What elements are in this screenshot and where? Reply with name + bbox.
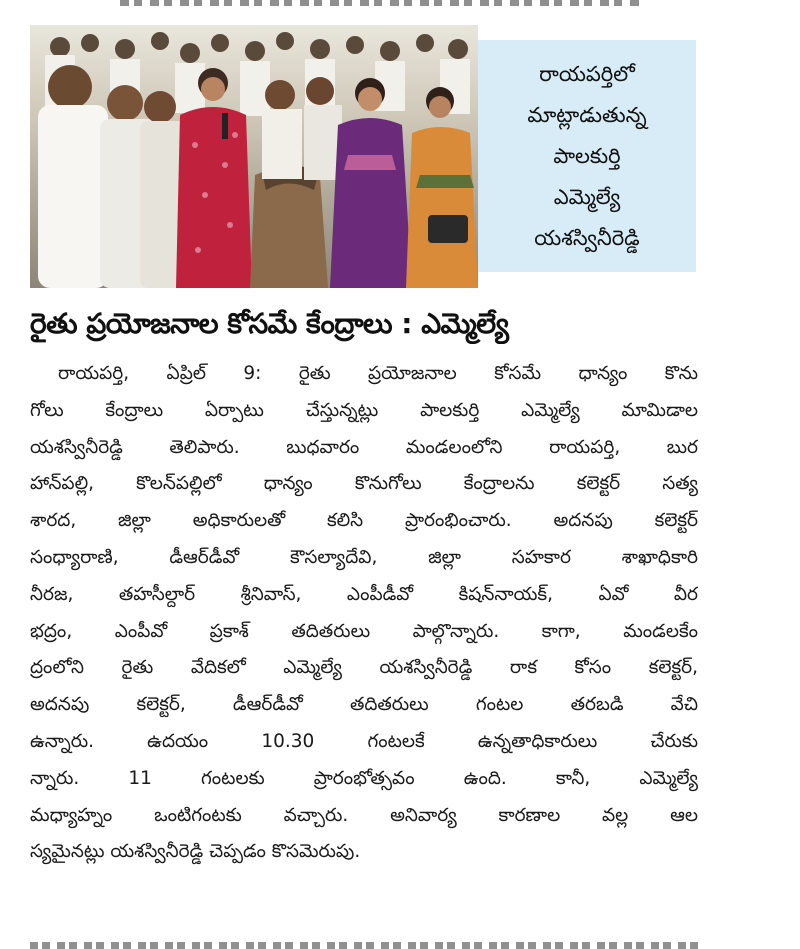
article-line: రాయపర్తి, ఏప్రిల్ 9: రైతు ప్రయోజనాల కోసమే ధాన్యం కొను xyxy=(58,363,698,384)
article-line: యశస్వినీరెడ్డి తెలిపారు. బుధవారం మండలంలోని రాయపర్తి, బుర xyxy=(30,436,698,458)
article-line: గోలు కేంద్రాలు ఏర్పాటు చేస్తున్నట్లు పాలకుర్తి ఎమ్మెల్యే మామిడాల xyxy=(30,399,698,421)
caption-line: ఎమ్మెల్యే xyxy=(553,185,621,209)
article-line: శారద, జిల్లా అధికారులతో కలిసి ప్రారంభించారు. అదనపు కలెక్టర్ xyxy=(30,510,698,532)
article-line: హాన్‌పల్లి, కొలన్‌పల్లిలో ధాన్యం కొనుగోలు కేంద్రాలను కలెక్టర్ సత్య xyxy=(30,473,698,495)
article-line: ఉన్నారు. ఉదయం 10.30 గంటలకే ఉన్నతాధికారులు చేరుకు xyxy=(30,730,698,752)
news-photo xyxy=(30,25,478,288)
cropped-text-below xyxy=(30,938,698,949)
caption-line: పాలకుర్తి xyxy=(553,144,621,168)
photo-caption xyxy=(478,40,696,272)
article-line: స్యమైనట్లు యశస్వినీరెడ్డి చెప్పడం కొసమెరుపు. xyxy=(30,841,361,863)
article-line: ద్రంలోని రైతు వేదికలో ఎమ్మెల్యే యశస్వినీరెడ్డి రాక కోసం కలెక్టర్, xyxy=(30,657,698,679)
article-headline: రైతు ప్రయోజనాల కోసమే కేంద్రాలు : ఎమ్మెల్యే xyxy=(30,307,509,340)
caption-line: మాట్లాడుతున్న xyxy=(527,103,647,127)
caption-line: యశస్వినీరెడ్డి xyxy=(534,226,640,250)
article-line: మధ్యాహ్నం ఒంటిగంటకు వచ్చారు. అనివార్య కారణాల వల్ల ఆల xyxy=(30,804,698,826)
article-body xyxy=(30,356,698,871)
article-line: న్నారు. 11 గంటలకు ప్రారంభోత్సవం ఉంది. కానీ, ఎమ్మెల్యే xyxy=(30,767,698,789)
article-line: సంధ్యారాణి, డీఆర్‌డీవో కౌసల్యాదేవి, జిల్లా సహకార శాఖాధికారి xyxy=(30,546,698,568)
article-line: భద్రం, ఎంపీవో ప్రకాశ్ తదితరులు పాల్గొన్నారు. కాగా, మండలకేం xyxy=(30,620,698,642)
article-line: అదనపు కలెక్టర్, డీఆర్‌డీవో తదితరులు గంటల తరబడి వేచి xyxy=(30,694,698,716)
caption-line: రాయపర్తిలో xyxy=(539,62,635,86)
article-line: నీరజ, తహసీల్దార్ శ్రీనివాస్, ఎంపీడీవో కిషన్‌నాయక్, ఏవో వీర xyxy=(30,583,698,605)
cropped-text-above xyxy=(0,0,800,14)
